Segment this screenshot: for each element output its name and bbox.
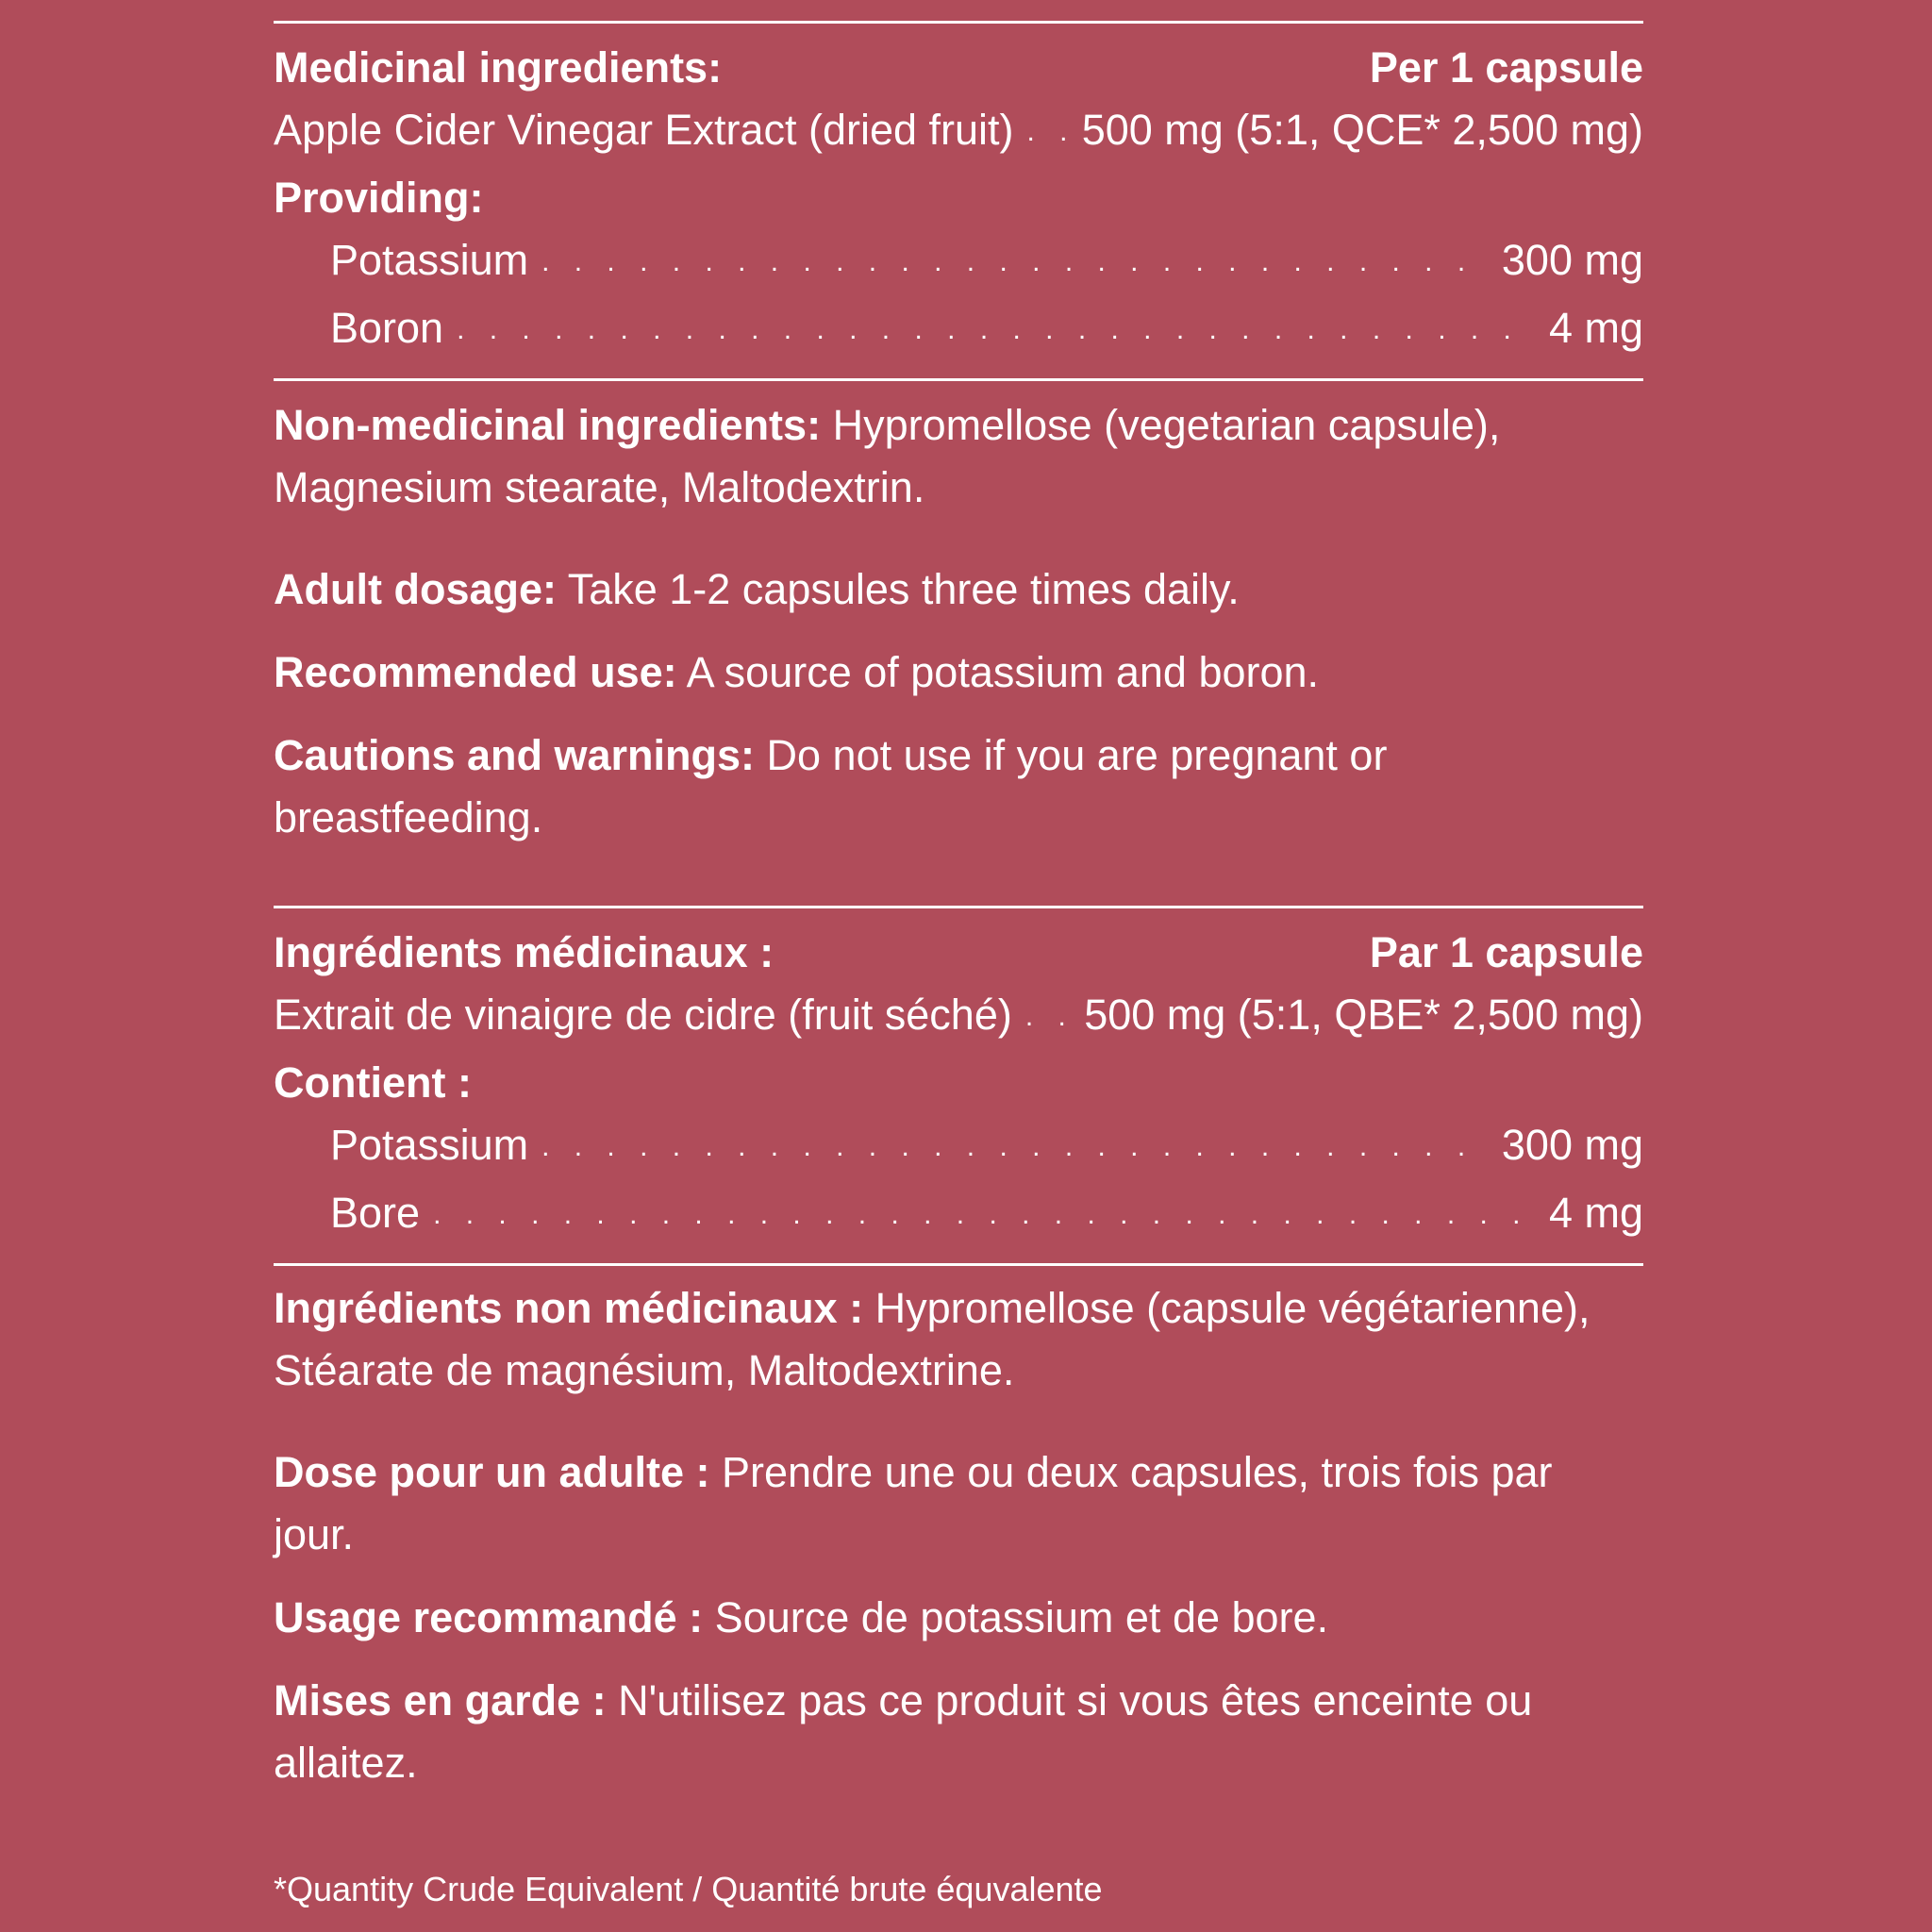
dot-leader [1027,101,1069,163]
ingredient-row-boron [274,297,1643,365]
use-label: Recommended use: [274,648,677,696]
dosage-text: Take 1-2 capsules three times daily. [557,565,1240,613]
ingredient-amount: 500 mg (5:1, QBE* 2,500 mg) [1084,991,1643,1039]
dosage-text: Prendre une ou deux capsules, trois fois par jour. [274,1448,1553,1558]
non-medicinal-label: Non-medicinal ingredients: [274,401,822,449]
ingredient-name: Extrait de vinaigre de cidre (fruit séché) [274,991,1012,1039]
non-medicinal-ingredients [274,394,1643,519]
cautions-label: Cautions and warnings: [274,731,756,779]
dot-leader [541,231,1489,293]
main-ingredient-row [274,984,1643,1052]
french-info [274,1277,1643,1794]
providing-label: Contient : [274,1058,472,1107]
bottom-rule [274,378,1643,381]
non-medicinal-text: Hypromellose (vegetarian capsule), Magnesium stearate, Maltodextrin. [274,401,1501,511]
cautions-label: Mises en garde : [274,1676,607,1724]
dot-leader [433,1184,1536,1246]
providing-label: Providing: [274,174,484,222]
ingredient-name: Bore [330,1189,421,1237]
ingredient-name: Apple Cider Vinegar Extract (dried fruit) [274,106,1014,154]
ingredient-name: Potassium [330,236,529,284]
ingredient-amount: 300 mg [1501,1121,1643,1169]
ingredient-amount: 4 mg [1548,1189,1643,1237]
non-medicinal-label: Ingrédients non médicinaux : [274,1284,864,1332]
ingredient-amount: 4 mg [1548,304,1643,352]
per-capsule-label: Per 1 capsule [1369,43,1643,92]
ingredient-amount: 500 mg (5:1, QCE* 2,500 mg) [1081,106,1643,154]
footnote: *Quantity Crude Equivalent / Quantité brute équvalente [274,1870,1103,1908]
dot-leader [457,299,1536,361]
medicinal-heading: Medicinal ingredients: [274,43,723,92]
recommended-use [274,1587,1643,1649]
bottom-rule [274,1263,1643,1266]
use-text: Source de potassium et de bore. [703,1593,1329,1641]
per-capsule-label: Par 1 capsule [1369,928,1643,976]
french-ingredients-table [274,906,1643,1266]
use-label: Usage recommandé : [274,1593,704,1641]
english-ingredients-table [274,21,1643,381]
medicinal-heading: Ingrédients médicinaux : [274,928,774,976]
main-ingredient-row [274,99,1643,167]
ingredient-row-potassium [274,1114,1643,1182]
top-rule [274,21,1643,24]
table-header [274,922,1643,984]
non-medicinal-ingredients [274,1277,1613,1402]
table-header [274,37,1643,99]
cautions-warnings [274,724,1434,849]
ingredient-name: Potassium [330,1121,529,1169]
ingredient-row-bore [274,1182,1643,1250]
recommended-use [274,641,1643,704]
non-medicinal-text: Hypromellose (capsule végétarienne), Stéarate de magnésium, Maltodextrine. [274,1284,1591,1394]
dot-leader [1025,986,1071,1048]
dosage-label: Adult dosage: [274,565,557,613]
dot-leader [541,1116,1489,1178]
cautions-text: Do not use if you are pregnant or breastfeeding. [274,731,1388,841]
adult-dosage [274,558,1643,621]
top-rule [274,906,1643,908]
cautions-warnings [274,1670,1538,1794]
cautions-text: N'utilisez pas ce produit si vous êtes enceinte ou allaitez. [274,1676,1533,1787]
ingredient-row-potassium [274,229,1643,297]
english-info [274,394,1643,849]
use-text: A source of potassium and boron. [676,648,1320,696]
adult-dosage [274,1441,1643,1566]
ingredient-name: Boron [330,304,444,352]
ingredient-amount: 300 mg [1501,236,1643,284]
dosage-label: Dose pour un adulte : [274,1448,710,1496]
